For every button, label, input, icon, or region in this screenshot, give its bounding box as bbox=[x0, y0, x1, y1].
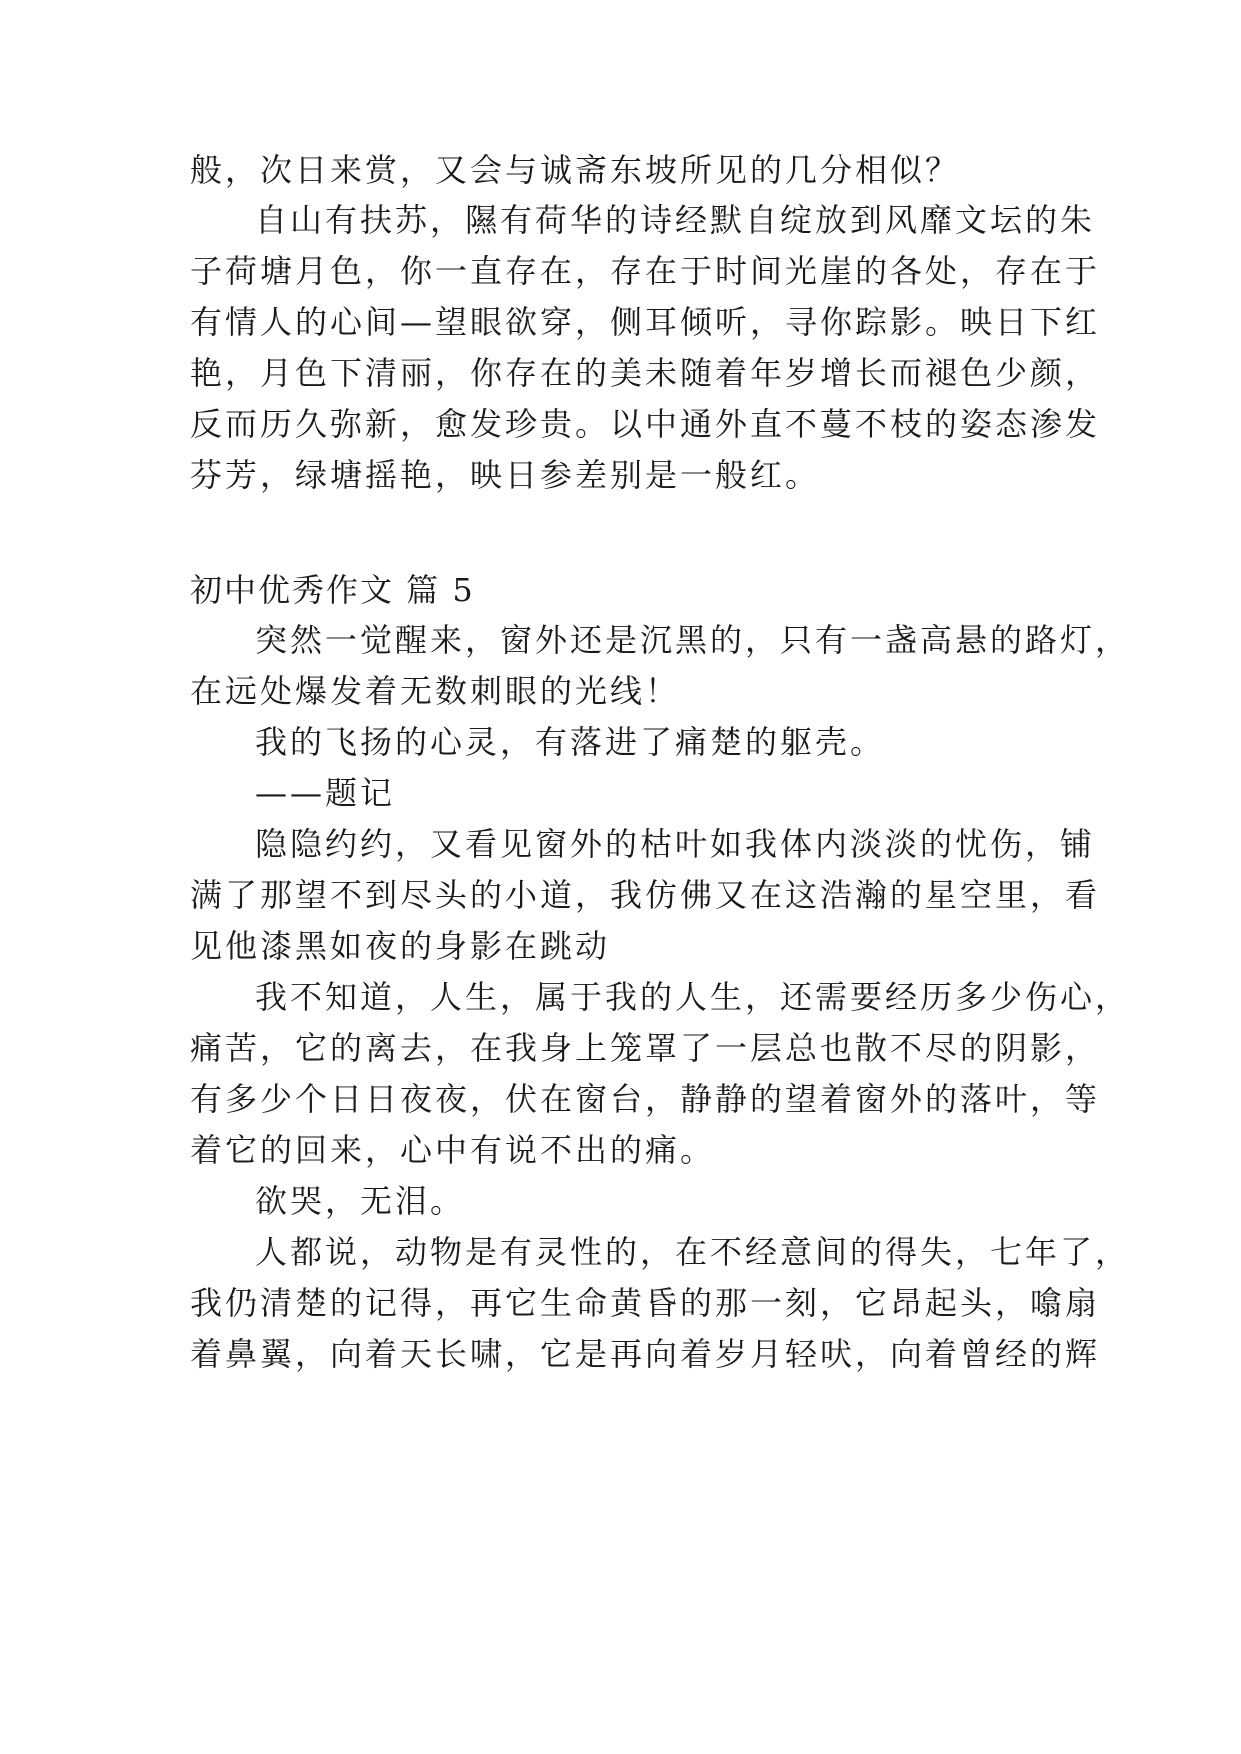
paragraph-line: 着鼻翼，向着天长啸，它是再向着岁月轻吠，向着曾经的辉 bbox=[190, 1335, 1101, 1373]
paragraph-line: 子荷塘月色，你一直存在，存在于时间光崖的各处，存在于 bbox=[190, 252, 1101, 290]
paragraph-line: 满了那望不到尽头的小道，我仿佛又在这浩瀚的星空里，看 bbox=[190, 876, 1101, 914]
paragraph-line: 隐隐约约，又看见窗外的枯叶如我体内淡淡的忧伤，铺 bbox=[255, 825, 1096, 863]
epigraph-attribution: ——题记 bbox=[255, 774, 396, 812]
paragraph-line: 艳，月色下清丽，你存在的美未随着年岁增长而褪色少颜， bbox=[190, 354, 1101, 392]
paragraph-line: 突然一觉醒来，窗外还是沉黑的，只有一盏高悬的路灯， bbox=[255, 621, 1131, 659]
paragraph-line: 芬芳，绿塘摇艳，映日参差别是一般红。 bbox=[190, 456, 821, 494]
paragraph-line: 欲哭，无泪。 bbox=[255, 1182, 466, 1220]
paragraph-line: 在远处爆发着无数刺眼的光线！ bbox=[190, 672, 681, 710]
paragraph-line: 见他漆黑如夜的身影在跳动 bbox=[190, 927, 611, 965]
paragraph-line: 痛苦，它的离去，在我身上笼罩了一层总也散不尽的阴影， bbox=[190, 1029, 1101, 1067]
paragraph-line: 有情人的心间—望眼欲穿，侧耳倾听，寻你踪影。映日下红 bbox=[190, 303, 1101, 341]
paragraph-line: 我不知道，人生，属于我的人生，还需要经历多少伤心， bbox=[255, 978, 1131, 1016]
paragraph-line: 我的飞扬的心灵，有落进了痛楚的躯壳。 bbox=[255, 723, 886, 761]
paragraph-line: 我仍清楚的记得，再它生命黄昏的那一刻，它昂起头，噏扇 bbox=[190, 1284, 1101, 1322]
paragraph-line: 般，次日来赏，又会与诚斋东坡所见的几分相似？ bbox=[190, 151, 961, 189]
section-heading: 初中优秀作文 篇 5 bbox=[190, 571, 475, 609]
paragraph-line: 自山有扶苏，隰有荷华的诗经默自绽放到风靡文坛的朱 bbox=[255, 201, 1096, 239]
paragraph-line: 反而历久弥新，愈发珍贵。以中通外直不蔓不枝的姿态渗发 bbox=[190, 405, 1101, 443]
paragraph-line: 有多少个日日夜夜，伏在窗台，静静的望着窗外的落叶，等 bbox=[190, 1080, 1101, 1118]
paragraph-line: 人都说，动物是有灵性的，在不经意间的得失，七年了， bbox=[255, 1233, 1131, 1271]
paragraph-line: 着它的回来，心中有说不出的痛。 bbox=[190, 1131, 716, 1169]
